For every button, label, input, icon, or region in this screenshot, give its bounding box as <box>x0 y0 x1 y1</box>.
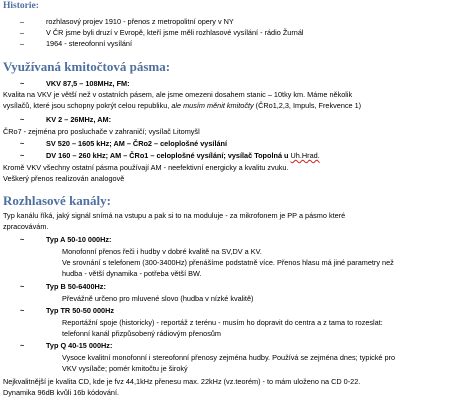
tilde-bullet: ~ <box>20 235 25 244</box>
tilde-bullet: ~ <box>20 341 25 350</box>
tilde-bullet: ~ <box>20 79 25 88</box>
list-dash: – <box>20 39 25 48</box>
kanaly-intro-1: Typ kanálu říká, jaký signál snímá na vstupu a pak si to na moduluje - za mikrofonem je PP a pásmo které <box>3 211 346 220</box>
heading-historie: Historie: <box>3 1 39 11</box>
vesker-text: Veškerý přenos realizován analogově <box>3 174 125 183</box>
dv-line: DV 160 – 260 kHz; AM – ČRo1 – celoplošné vysílání; vysílač Topolná u Uh.Hrad. <box>46 151 320 160</box>
tilde-bullet: ~ <box>20 139 25 148</box>
typ-q-text-2: VKV vysílače; pomér kmitočtu je široký <box>62 364 188 373</box>
kv-heading: KV 2 – 26MHz, AM: <box>46 115 112 124</box>
kv-text: ČRo7 - zejména pro posluchače v zahraničí; vysílač Litomyšl <box>3 127 200 136</box>
typ-b-heading: Typ B 50-6400Hz: <box>46 282 106 291</box>
typ-tr-text-1: Reportážní spoje (historicky) - reportáž z terénu - musím ho dopravit do centra a z tama to rozeslat: <box>62 318 383 327</box>
historie-item-2: V ČR jsme byli druzí v Evropě, kteří jsme měli rozhlasové vysílání - rádio Žurnál <box>46 28 304 37</box>
typ-a-heading: Typ A 50-10 000Hz: <box>46 235 112 244</box>
tilde-bullet: ~ <box>20 306 25 315</box>
typ-q-heading: Typ Q 40-15 000Hz: <box>46 341 113 350</box>
kanaly-intro-2: zpracovávám. <box>3 222 49 231</box>
typ-a-text-2: Ve srovnání s telefonem (300-3400Hz) přenášíme podstatně více. Přenos hlasu má jiné parametry než <box>62 258 394 267</box>
typ-b-text-1: Převážně určeno pro mluvené slovo (hudba v nízké kvalitě) <box>62 294 254 303</box>
sv-line: SV 520 – 1605 kHz; AM – ČRo2 – celoplošné vysílání <box>46 139 228 148</box>
krome-text: Kromě VKV všechny ostatní pásma používají AM - neefektivní energicky a kvalitu zvuku. <box>3 163 289 172</box>
last-text-2: Dynamika 96dB kvůli 16b kódování. <box>3 388 120 397</box>
tilde-bullet: ~ <box>20 151 25 160</box>
vkv-text-2: vysílačů, které jsou schopny pokrýt celou republiku, ale musím měnit kmitočty (ČRo1,2,3, Impuls, Frekvence 1) <box>3 101 362 110</box>
historie-item-1: rozhlasový projev 1910 - přenos z metropolitní opery v NY <box>46 17 234 26</box>
vkv-heading: VKV 87,5 – 108MHz, FM: <box>46 79 130 88</box>
list-dash: – <box>20 17 25 26</box>
last-text-1: Nejkvalitnější je kvalita CD, kde je fvz 44,1kHz přenesu max. 22kHz (vz.teorém) - to mám uloženo na CD 0-22. <box>3 377 361 386</box>
typ-tr-text-2: telefonní kanál přizpůsobený rádiovým přenosům <box>62 329 221 338</box>
typ-tr-heading: Typ TR 50-50 000Hz <box>46 306 114 315</box>
tilde-bullet: ~ <box>20 282 25 291</box>
typ-a-text-3: hudba - větší dynamika - potřeba větší BW. <box>62 269 202 278</box>
list-dash: – <box>20 28 25 37</box>
typ-a-text-1: Monofonní přenos řeči i hudby v dobré kvalitě na SV,DV a KV. <box>62 247 262 256</box>
historie-item-3: 1964 - stereofonní vysílání <box>46 39 132 48</box>
typ-q-text-1: Vysoce kvalitní monofonní i stereofonní přenosy zejména hudby. Používá se zejména dnes; typické pro <box>62 353 396 362</box>
heading-pasma: Využívaná kmitočtová pásma: <box>3 59 171 74</box>
vkv-text-1: Kvalita na VKV je větší než v ostatních pásem, ale jsme omezeni dosahem stanic – 10tky km. Máme několik <box>3 90 353 99</box>
heading-kanaly: Rozhlasové kanály: <box>3 193 111 208</box>
tilde-bullet: ~ <box>20 115 25 124</box>
